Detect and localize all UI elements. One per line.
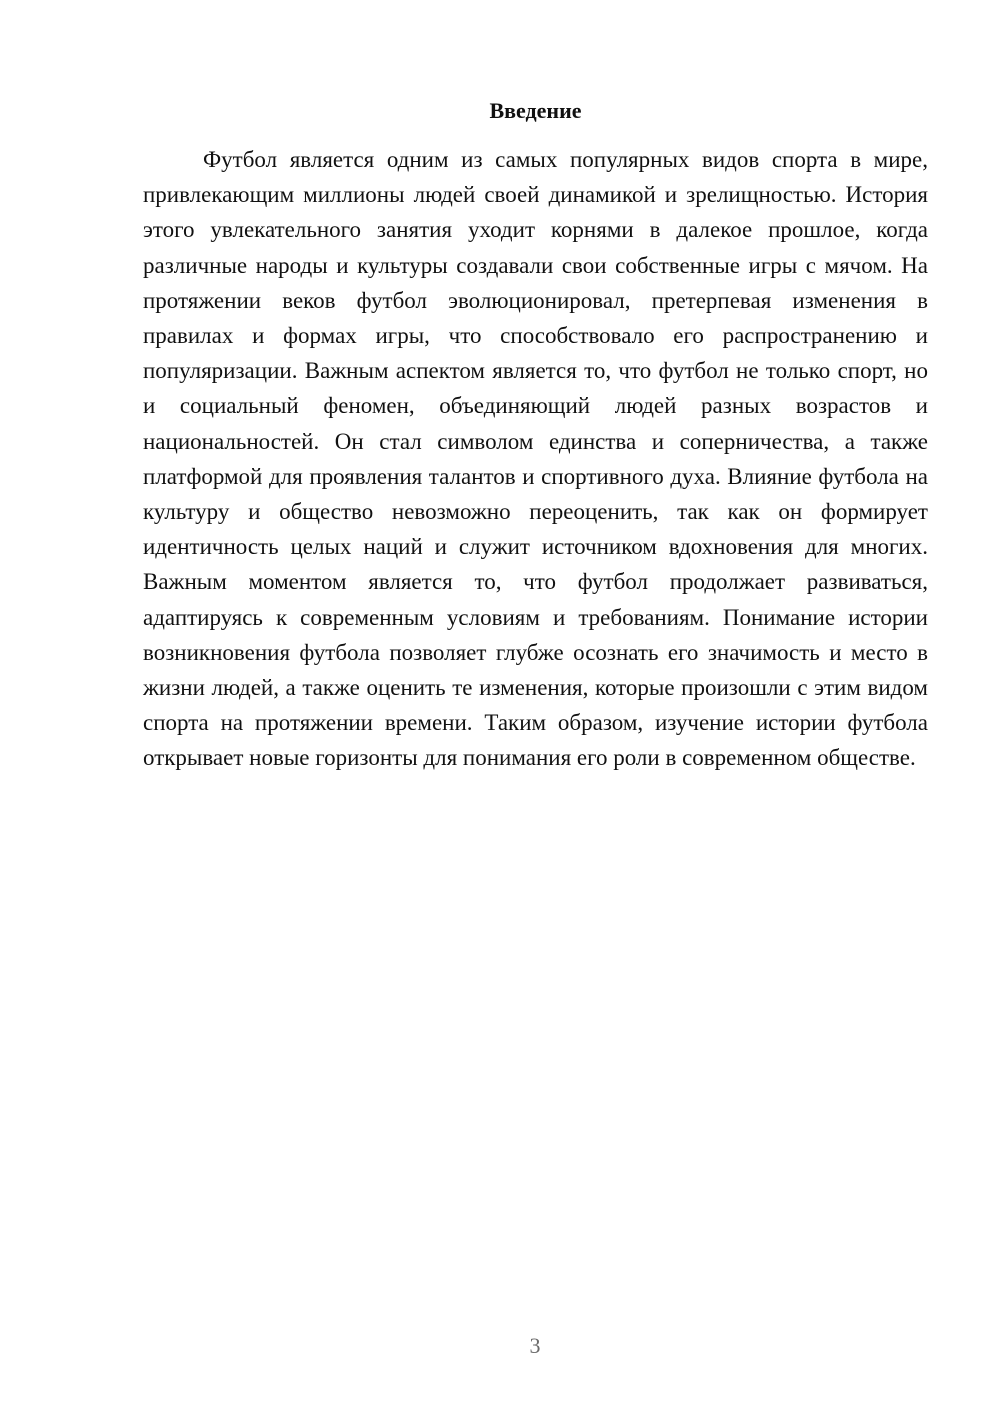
page-number: 3 xyxy=(529,1333,541,1358)
body-paragraph: Футбол является одним из самых популярных видов спорта в мире, привлекающим миллионы людей своей динамикой и зрелищностью. История этого увлекательного занятия уходит корнями в далекое прошлое, когда различные народы и культуры создавали свои собственные игры с мячом. На протяжении веков футбол эволюционировал, претерпевая изменения в правилах и формах игры, что способствовало его распространению и популяризации. Важным аспектом является то, что футбол не только спорт, но и социальный феномен, объединяющий людей разных возрастов и национальностей. Он стал символом единства и соперничества, а также платформой для проявления талантов и спортивного духа. Влияние футбола на культуру и общество невозможно переоценить, так как он формирует идентичность целых наций и служит источником вдохновения для многих. Важным моментом является то, что футбол продолжает развиваться, адаптируясь к современным условиям и требованиям. Понимание истории возникновения футбола позволяет глубже осознать его значимость и место в жизни людей, а также оценить те изменения, которые произошли с этим видом спорта на протяжении времени. Таким образом, изучение истории футбола открывает новые горизонты для понимания его роли в современном обществе. xyxy=(143,147,928,771)
section-heading: Введение xyxy=(489,98,582,123)
